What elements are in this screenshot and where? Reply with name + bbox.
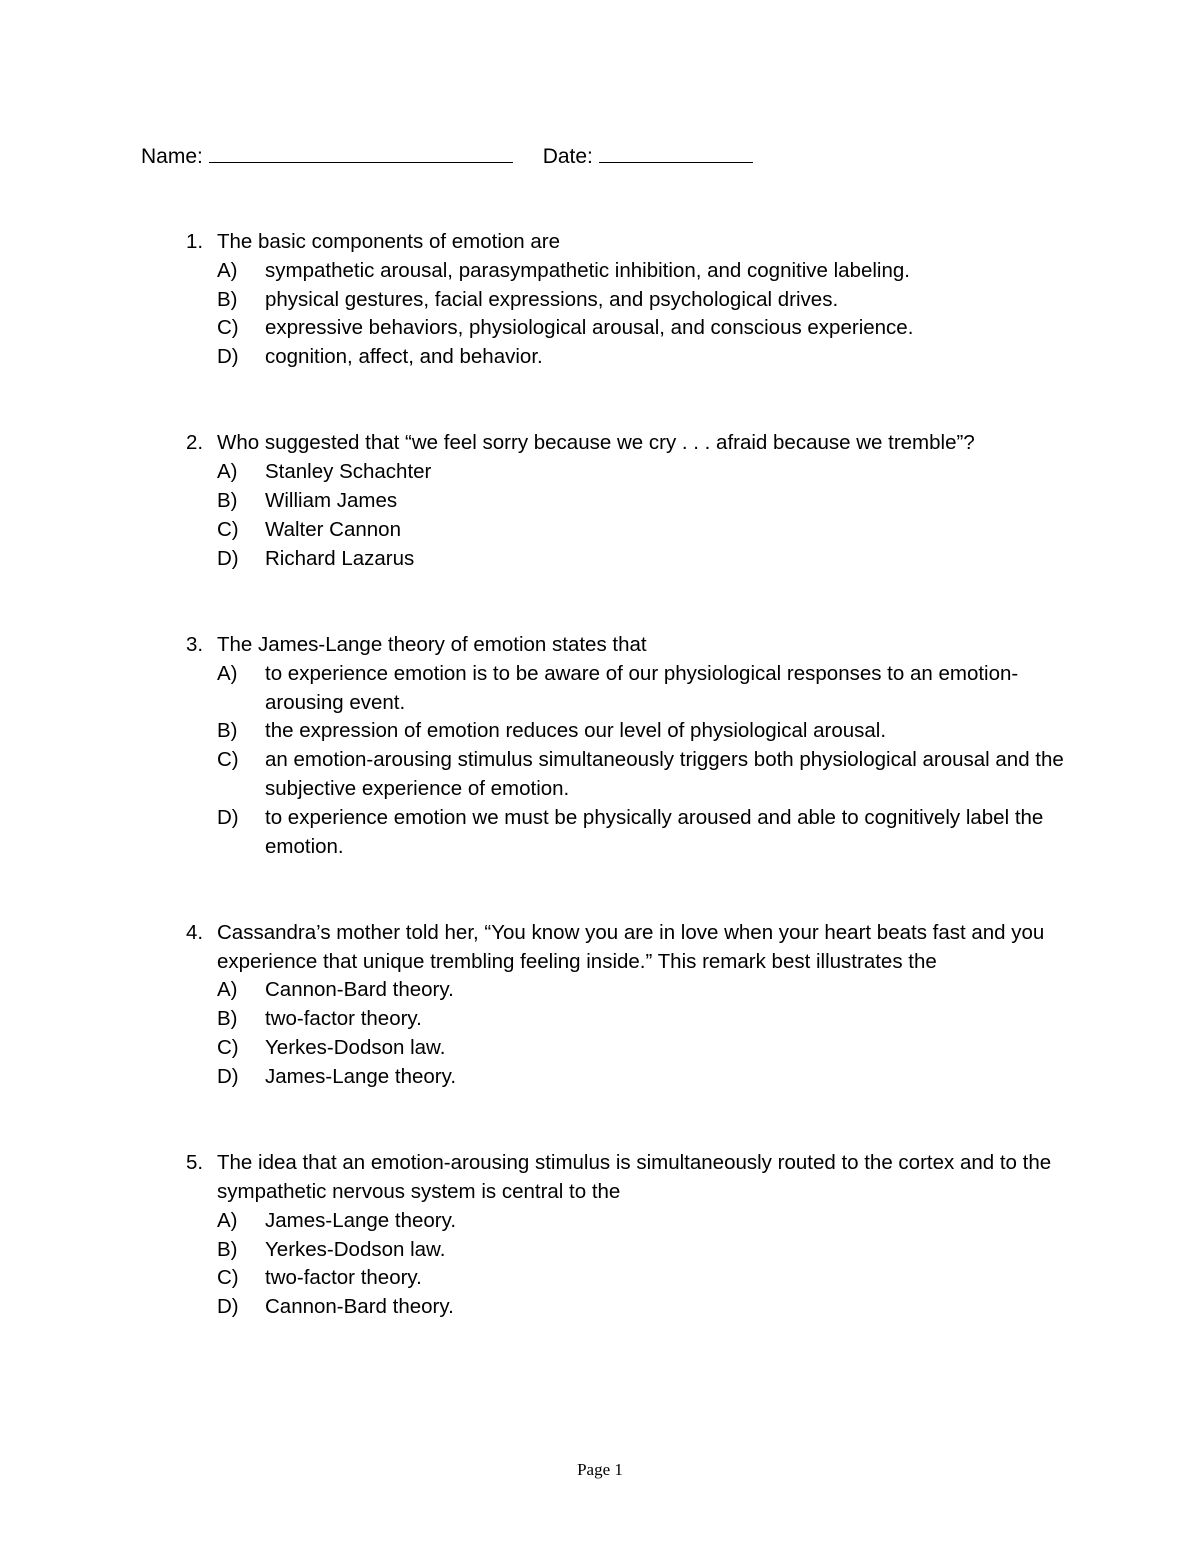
question-text: Who suggested that “we feel sorry because we cry . . . afraid because we tremble”? — [217, 431, 975, 455]
question-4 — [186, 919, 1066, 1092]
answer-option[interactable] — [217, 717, 1066, 746]
answer-option[interactable] — [217, 1063, 1066, 1092]
header-row — [141, 140, 753, 172]
question-number: 2. — [186, 431, 204, 455]
question-text: Cassandra’s mother told her, “You know you are in love when your heart beats fast and you experience that unique trembling feeling inside.” This remark best illustrates the — [217, 920, 1045, 973]
answer-option[interactable] — [217, 746, 1066, 804]
question-stem — [186, 429, 1066, 458]
question-5 — [186, 1149, 1066, 1322]
answer-option[interactable] — [217, 286, 1066, 315]
option-text: Yerkes-Dodson law. — [265, 1036, 446, 1060]
option-text: Walter Cannon — [265, 517, 401, 541]
question-text: The idea that an emotion-arousing stimulus is simultaneously routed to the cortex and to the sympathetic nervous system is central to the — [217, 1151, 1052, 1203]
answer-option[interactable] — [217, 1207, 1066, 1236]
option-text: James-Lange theory. — [265, 1064, 457, 1088]
answer-option[interactable] — [217, 1034, 1066, 1063]
question-3 — [186, 631, 1066, 861]
question-stem — [186, 228, 1066, 257]
option-text: cognition, affect, and behavior. — [265, 345, 543, 369]
question-2 — [186, 429, 1066, 573]
option-text: physical gestures, facial expressions, and psychological drives. — [265, 287, 839, 311]
option-letter: D) — [217, 1064, 239, 1088]
question-list — [186, 228, 1066, 1379]
option-text: Stanley Schachter — [265, 460, 432, 484]
answer-option[interactable] — [217, 516, 1066, 545]
option-letter: B) — [217, 489, 238, 513]
option-text: Richard Lazarus — [265, 546, 415, 570]
option-letter: B) — [217, 1007, 238, 1031]
answer-option[interactable] — [217, 257, 1066, 286]
option-letter: C) — [217, 517, 239, 541]
answer-option[interactable] — [217, 487, 1066, 516]
option-text: to experience emotion is to be aware of our physiological responses to an emotion-arousing event. — [265, 661, 1019, 714]
question-number: 4. — [186, 920, 204, 944]
option-text: expressive behaviors, physiological arousal, and conscious experience. — [265, 316, 914, 340]
option-letter: C) — [217, 316, 239, 340]
question-1 — [186, 228, 1066, 372]
option-text: Cannon-Bard theory. — [265, 1295, 454, 1319]
option-letter: B) — [217, 1237, 238, 1261]
answer-option[interactable] — [217, 804, 1066, 862]
answer-options — [217, 976, 1066, 1091]
answer-option[interactable] — [217, 660, 1066, 718]
option-text: the expression of emotion reduces our level of physiological arousal. — [265, 719, 887, 743]
option-text: Yerkes-Dodson law. — [265, 1237, 446, 1261]
page-number: Page 1 — [577, 1460, 623, 1479]
question-text: The James-Lange theory of emotion states that — [217, 632, 647, 656]
question-stem — [186, 631, 1066, 660]
option-letter: A) — [217, 661, 238, 685]
date-blank-line[interactable] — [599, 140, 753, 163]
option-letter: D) — [217, 546, 239, 570]
option-letter: A) — [217, 460, 238, 484]
option-letter: A) — [217, 258, 238, 282]
answer-options — [217, 660, 1066, 862]
option-letter: B) — [217, 287, 238, 311]
option-letter: B) — [217, 719, 238, 743]
option-text: James-Lange theory. — [265, 1208, 457, 1232]
answer-option[interactable] — [217, 545, 1066, 574]
date-label: Date: — [542, 145, 593, 168]
question-number: 1. — [186, 230, 204, 253]
answer-options — [217, 1207, 1066, 1322]
question-text: The basic components of emotion are — [217, 230, 560, 253]
option-letter: A) — [217, 1208, 238, 1232]
option-text: sympathetic arousal, parasympathetic inhibition, and cognitive labeling. — [265, 258, 910, 282]
question-stem — [186, 919, 1066, 977]
answer-options — [217, 257, 1066, 372]
option-text: two-factor theory. — [265, 1007, 422, 1031]
answer-option[interactable] — [217, 314, 1066, 343]
answer-options — [217, 458, 1066, 573]
name-blank-line[interactable] — [209, 140, 513, 163]
answer-option[interactable] — [217, 1264, 1066, 1293]
option-text: William James — [265, 489, 398, 513]
answer-option[interactable] — [217, 1236, 1066, 1265]
option-letter: C) — [217, 1266, 239, 1290]
question-number: 5. — [186, 1151, 204, 1175]
question-number: 3. — [186, 632, 204, 656]
option-letter: D) — [217, 805, 239, 829]
answer-option[interactable] — [217, 343, 1066, 372]
option-letter: C) — [217, 1036, 239, 1060]
answer-option[interactable] — [217, 1005, 1066, 1034]
option-letter: C) — [217, 748, 239, 772]
option-text: an emotion-arousing stimulus simultaneously triggers both physiological arousal and the subjective experience of emotion. — [265, 748, 1064, 800]
option-text: to experience emotion we must be physically aroused and able to cognitively label the emotion. — [265, 805, 1044, 858]
answer-option[interactable] — [217, 458, 1066, 487]
option-letter: D) — [217, 1295, 239, 1319]
option-letter: A) — [217, 978, 238, 1002]
option-letter: D) — [217, 345, 239, 369]
answer-option[interactable] — [217, 1293, 1066, 1322]
answer-option[interactable] — [217, 976, 1066, 1005]
option-text: Cannon-Bard theory. — [265, 978, 454, 1002]
name-label: Name: — [141, 145, 203, 168]
question-stem — [186, 1149, 1066, 1207]
option-text: two-factor theory. — [265, 1266, 422, 1290]
